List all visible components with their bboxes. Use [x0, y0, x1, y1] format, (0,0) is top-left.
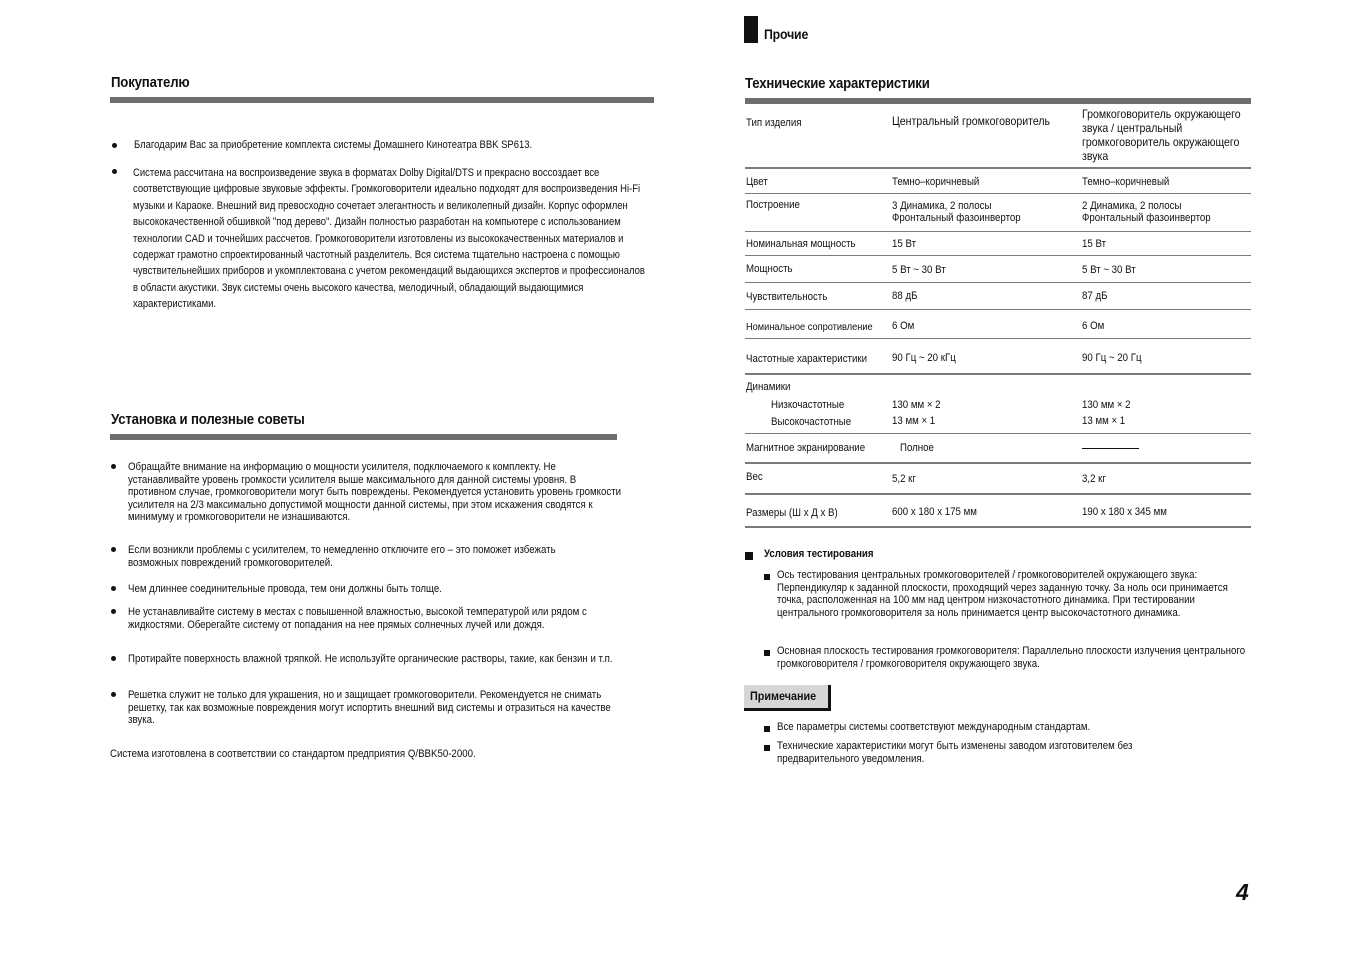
- install-item: Не устанавливайте систему в местах с повышенной влажностью, высокой температурой или рядом с жидкостями. Оберегайте систему от попадания на нее прямых солнечных лучей или дождя.: [128, 606, 587, 631]
- spec-value: 90 Гц ~ 20 Гц: [1082, 352, 1142, 364]
- note-label: Примечание: [750, 689, 817, 703]
- buyer-paragraph: Система рассчитана на воспроизведение звука в форматах Dolby Digital/DTS и прекрасно воссоздает все соответствующие цифровые звуковые эффекты. Громкоговорители идеально подходят для воспроизведения Hi-Fi музыки и Караоке. Внешний вид превосходно сочетает элегантность и великолепный дизайн. Корпус оформлен высококачественной обшивкой "под дерево". Дизайн полностью разработан на компьютере с использованием технологии CAD и точнейших рассчетов. Громкоговорители изготовлены из высококачественных материалов и содержат грамотно спроектированный частотный разделитель. Вся система тщательно настроена с помощью чувствительнейших приборов и укомплектована с учетом рекомендаций выдающихся экспертов и профессионалов в области акустики. Звук системы очень высокого качества, мелодичный, обладающий выдающимися характеристиками.: [133, 167, 645, 311]
- note-item: Технические характеристики могут быть изменены заводом изготовителем без предварительного уведомления.: [777, 740, 1133, 765]
- spec-value: 600 х 180 х 175 мм: [892, 506, 977, 518]
- spec-value: 5,2 кг: [892, 473, 916, 485]
- spec-value: 13 мм × 1: [1082, 415, 1126, 427]
- spec-value: 6 Ом: [1082, 320, 1105, 332]
- spec-row-impedance: [745, 310, 1251, 339]
- spec-value: Полное: [900, 442, 934, 454]
- bullet-icon: [111, 656, 116, 661]
- spec-row-drivers: [745, 375, 1251, 434]
- spec-row-frequency: [745, 339, 1251, 375]
- install-item: Протирайте поверхность влажной тряпкой. Не используйте органические растворы, такие, как бензин и т.п.: [128, 653, 613, 665]
- spec-value: Фронтальный фазоинвертор: [892, 212, 1021, 224]
- spec-value: 6 Ом: [892, 320, 915, 332]
- section-label: Прочие: [764, 26, 809, 42]
- section-square-icon: [745, 552, 753, 560]
- spec-table: [745, 104, 1251, 528]
- bullet-icon: [112, 143, 117, 148]
- spec-col-center: Центральный громкоговоритель: [892, 114, 1051, 128]
- test-title: Условия тестирования: [764, 548, 874, 560]
- spec-value: 3 Динамика, 2 полосы: [892, 200, 992, 212]
- spec-label: Номинальное сопротивление: [746, 321, 873, 333]
- spec-label: Динамики: [746, 381, 791, 393]
- spec-label: Размеры (Ш х Д х В): [746, 507, 838, 519]
- buyer-title-rule: [110, 97, 654, 103]
- bullet-icon: [111, 609, 116, 614]
- spec-row-type: [745, 104, 1251, 169]
- spec-value: 87 дБ: [1082, 290, 1108, 302]
- spec-label: Цвет: [746, 176, 768, 188]
- spec-row-build: [745, 194, 1251, 232]
- spec-label: Вес: [746, 471, 763, 483]
- spec-sublabel: Низкочастотные: [771, 399, 845, 411]
- test-item: Основная плоскость тестирования громкоговорителя: Параллельно плоскости излучения центрального громкоговорителя / громкоговорителя окружающего звука.: [777, 645, 1246, 670]
- spec-dash-line: [1082, 448, 1139, 449]
- specs-title: Технические характеристики: [745, 75, 930, 92]
- install-item: Решетка служит не только для украшения, но и защищает громкоговорители. Рекомендуется не снимать решетку, так как возможные повреждения могут испортить внешний вид системы и отразиться на качестве звука.: [128, 689, 611, 726]
- spec-value: 15 Вт: [892, 238, 917, 250]
- bullet-square-icon: [764, 726, 770, 732]
- spec-value: 3,2 кг: [1082, 473, 1106, 485]
- section-tab-marker: [744, 16, 758, 43]
- spec-value: 130 мм × 2: [1082, 399, 1131, 411]
- spec-value: 15 Вт: [1082, 238, 1107, 250]
- spec-value: 190 х 180 х 345 мм: [1082, 506, 1167, 518]
- bullet-icon: [111, 547, 116, 552]
- spec-value: 88 дБ: [892, 290, 918, 302]
- spec-value: 5 Вт ~ 30 Вт: [892, 264, 946, 276]
- spec-value: 2 Динамика, 2 полосы: [1082, 200, 1182, 212]
- spec-row-power: [745, 256, 1251, 283]
- bullet-icon: [111, 586, 116, 591]
- install-item: Обращайте внимание на информацию о мощности усилителя, подключаемого к комплекту. Не устанавливайте уровень громкости усилителя выше максимального для данной системы уровня. В противном случае, громкоговорители могут быть повреждены. Рекомендуется установить уровень громкости усилителя на 2/3 максимально допустимой мощности данной системы, при этом искажения сводятся к минимуму и громкоговорители не изнашиваются.: [128, 461, 622, 523]
- spec-value: 130 мм × 2: [892, 399, 941, 411]
- install-item: Чем длиннее соединительные провода, тем они должны быть толще.: [128, 583, 442, 595]
- bullet-icon: [111, 464, 116, 469]
- test-item: Ось тестирования центральных громкоговорителей / громкоговорителей окружающего звука: Перпендикуляр к заданной плоскости, проходящий через заданную точку. За ноль оси принимается точка, расположенная на 100 мм над центром низкочастотного динамика. При тестировании центрального громкоговорителя за ноль принимается центр высокочастотного динамика.: [777, 569, 1228, 619]
- spec-label: Построение: [746, 199, 800, 211]
- note-item: Все параметры системы соответствуют международным стандартам.: [777, 721, 1091, 733]
- bullet-square-icon: [764, 650, 770, 656]
- bullet-square-icon: [764, 745, 770, 751]
- spec-sublabel: Высокочастотные: [771, 416, 852, 428]
- install-title: Установка и полезные советы: [111, 411, 305, 428]
- buyer-paragraph: Благодарим Вас за приобретение комплекта системы Домашнего Кинотеатра BBK SP613.: [134, 139, 533, 151]
- spec-row-shielding: [745, 434, 1251, 464]
- spec-value: 13 мм × 1: [892, 415, 936, 427]
- spec-row-nominal-power: [745, 232, 1251, 256]
- buyer-title: Покупателю: [111, 74, 190, 91]
- bullet-icon: [111, 692, 116, 697]
- bullet-icon: [112, 169, 117, 174]
- install-item: Если возникли проблемы с усилителем, то немедленно отключите его – это поможет избежать возможных повреждений громкоговорителей.: [128, 544, 556, 569]
- spec-row-size: [745, 495, 1251, 528]
- spec-value: 90 Гц ~ 20 кГц: [892, 352, 956, 364]
- spec-label: Чувствительность: [746, 291, 828, 303]
- spec-label: Тип изделия: [746, 117, 802, 129]
- spec-row-color: [745, 169, 1251, 194]
- spec-row-weight: [745, 464, 1251, 495]
- spec-label: Частотные характеристики: [746, 353, 868, 365]
- spec-value: 5 Вт ~ 30 Вт: [1082, 264, 1136, 276]
- spec-row-sensitivity: [745, 283, 1251, 310]
- spec-label: Мощность: [746, 263, 793, 275]
- spec-value: Темно–коричневый: [892, 176, 980, 188]
- install-title-rule: [110, 434, 617, 440]
- page-number: 4: [1236, 879, 1249, 905]
- bullet-square-icon: [764, 574, 770, 580]
- spec-col-surround: Громкоговоритель окружающего звука / центральный громкоговоритель окружающего звука: [1082, 107, 1241, 163]
- spec-label: Номинальная мощность: [746, 238, 856, 250]
- standard-note: Система изготовлена в соответствии со стандартом предприятия Q/BBK50-2000.: [110, 748, 476, 760]
- spec-label: Магнитное экранирование: [746, 442, 866, 454]
- spec-value: Фронтальный фазоинвертор: [1082, 212, 1211, 224]
- spec-value: Темно–коричневый: [1082, 176, 1170, 188]
